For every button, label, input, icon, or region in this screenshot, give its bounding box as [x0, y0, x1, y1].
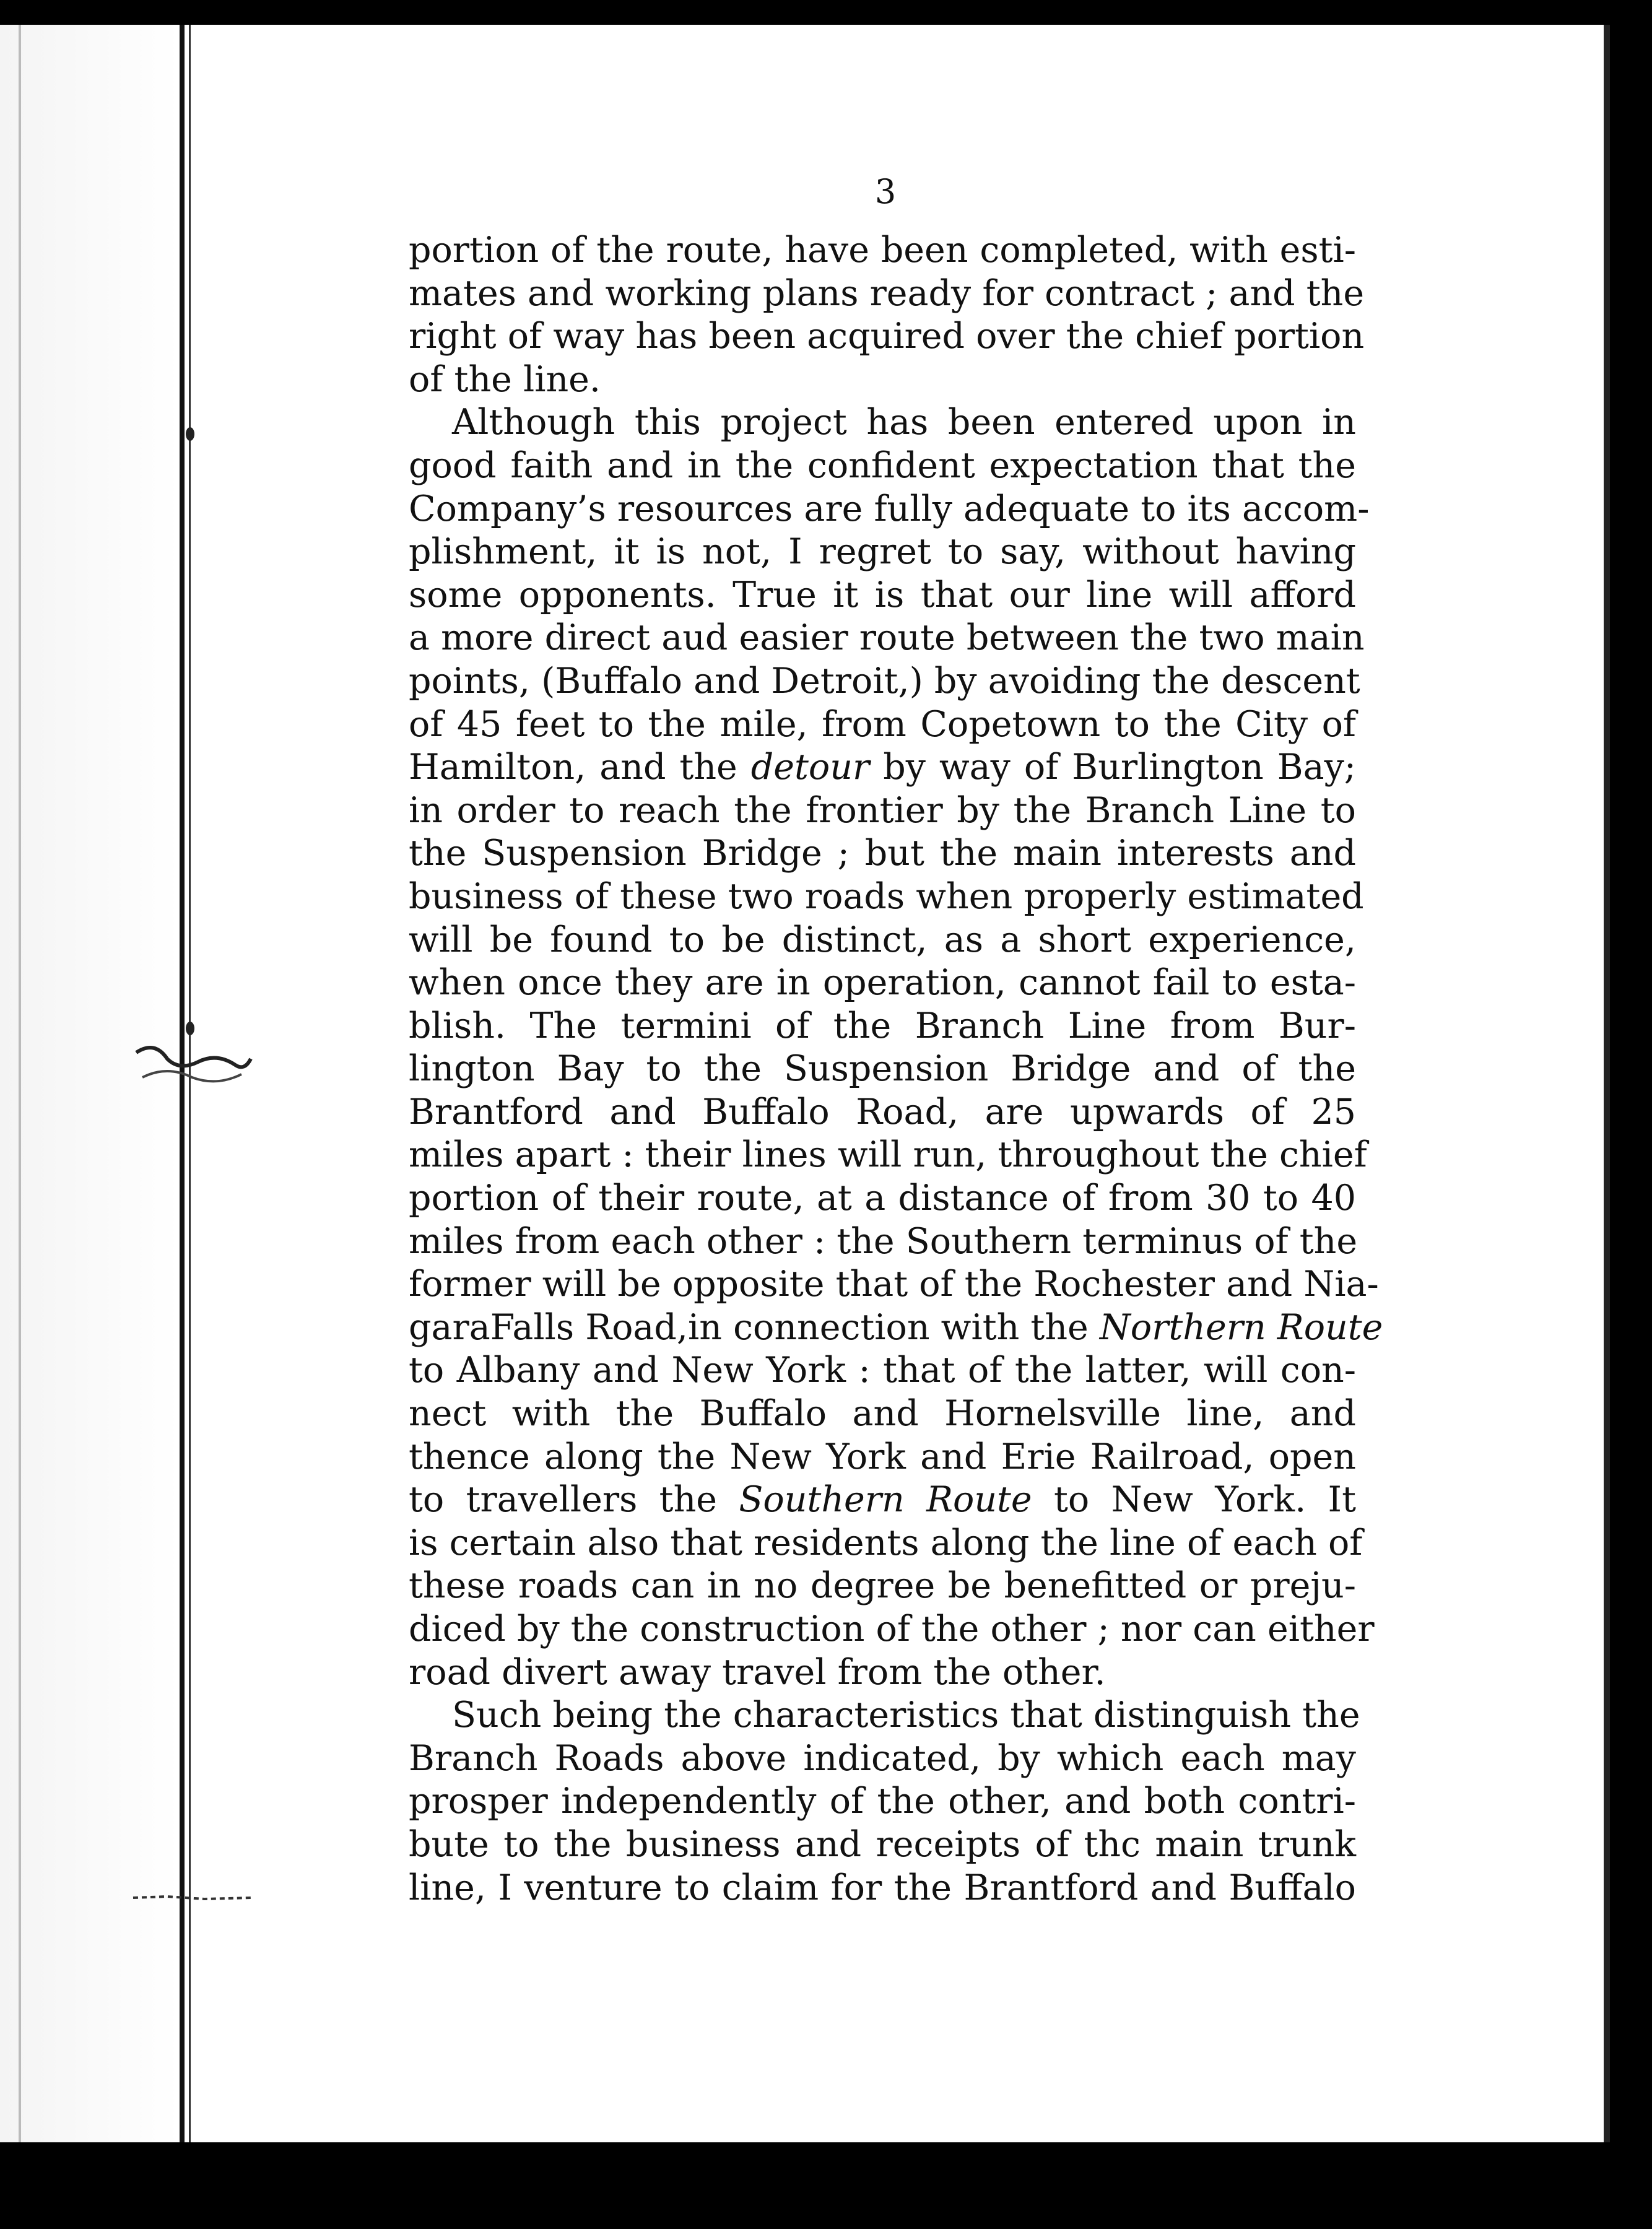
text-line: mates and working plans ready for contract ; and the	[409, 272, 1365, 314]
text-line: nect with the Buffalo and Hornelsville line, and	[409, 1393, 1356, 1435]
text-line: will be found to be distinct, as a short experience,	[409, 919, 1356, 960]
text-line: is certain also that residents along the line of each of	[409, 1522, 1363, 1563]
binding-stitch-mark-bottom	[130, 1885, 254, 1910]
text-line: some opponents. True it is that our line will afford	[409, 574, 1356, 615]
text-line: of 45 feet to the mile, from Copetown to the City of	[409, 703, 1356, 745]
text-line: portion of their route, at a distance of from 30 to 40	[409, 1178, 1356, 1219]
text-line: these roads can in no degree be benefitted or preju-	[409, 1565, 1356, 1607]
binding-stitch-mark	[130, 1040, 254, 1090]
text-line: in order to reach the frontier by the Branch Line to	[409, 789, 1356, 831]
body-text	[409, 229, 1383, 1910]
text-line: a more direct aud easier route between the two main	[409, 617, 1365, 659]
text-line: to travellers the Southern Route to New York. It	[409, 1479, 1356, 1521]
text-line: to Albany and New York : that of the latter, will con-	[409, 1350, 1356, 1391]
text-line: of the line.	[409, 358, 601, 400]
text-line: Branch Roads above indicated, by which each may	[409, 1737, 1356, 1779]
text-line: former will be opposite that of the Rochester and Nia-	[409, 1264, 1379, 1305]
text-line: plishment, it is not, I regret to say, without having	[409, 531, 1356, 573]
text-line: lington Bay to the Suspension Bridge and of the	[409, 1048, 1356, 1090]
text-line: line, I venture to claim for the Brantford and Buffalo	[409, 1867, 1356, 1908]
text-line: bute to the business and receipts of thc main trunk	[409, 1823, 1356, 1865]
text-line: good faith and in the confident expectation that the	[409, 445, 1356, 486]
text-line: Such being the characteristics that distinguish the	[452, 1695, 1360, 1736]
text-line: Hamilton, and the detour by way of Burlington Bay;	[409, 747, 1356, 788]
text-line: when once they are in operation, cannot fail to esta-	[409, 962, 1356, 1004]
text-line: portion of the route, have been completed, with esti-	[409, 230, 1356, 271]
binding-hole-mark	[186, 427, 194, 441]
text-line: the Suspension Bridge ; but the main interests and	[409, 833, 1356, 874]
text-line: Brantford and Buffalo Road, are upwards of 25	[409, 1091, 1356, 1132]
text-line: miles apart : their lines will run, throughout the chief	[409, 1134, 1367, 1176]
text-line: blish. The termini of the Branch Line from Bur-	[409, 1005, 1356, 1046]
page-number: 3	[874, 172, 897, 211]
text-line: thence along the New York and Erie Railroad, open	[409, 1436, 1356, 1477]
text-line: prosper independently of the other, and both contri-	[409, 1781, 1356, 1822]
binding-hole-mark	[186, 1022, 194, 1035]
text-line: business of these two roads when properly estimated	[409, 876, 1364, 917]
text-line: diced by the construction of the other ; nor can either	[409, 1609, 1375, 1649]
text-line: right of way has been acquired over the chief portion	[409, 316, 1365, 357]
text-line: points, (Buffalo and Detroit,) by avoiding the descent	[409, 660, 1360, 702]
text-line: road divert away travel from the other.	[409, 1651, 1106, 1693]
text-line: Company’s resources are fully adequate to its accom-	[409, 488, 1370, 529]
page-right-edge	[1604, 25, 1610, 2142]
page-left-edge	[19, 25, 21, 2142]
scanned-page	[0, 25, 1610, 2142]
text-line: miles from each other : the Southern terminus of the	[409, 1220, 1358, 1262]
text-line: garaFalls Road,in connection with the Northern Route	[409, 1306, 1383, 1348]
text-line: Although this project has been entered upon in	[452, 402, 1356, 443]
